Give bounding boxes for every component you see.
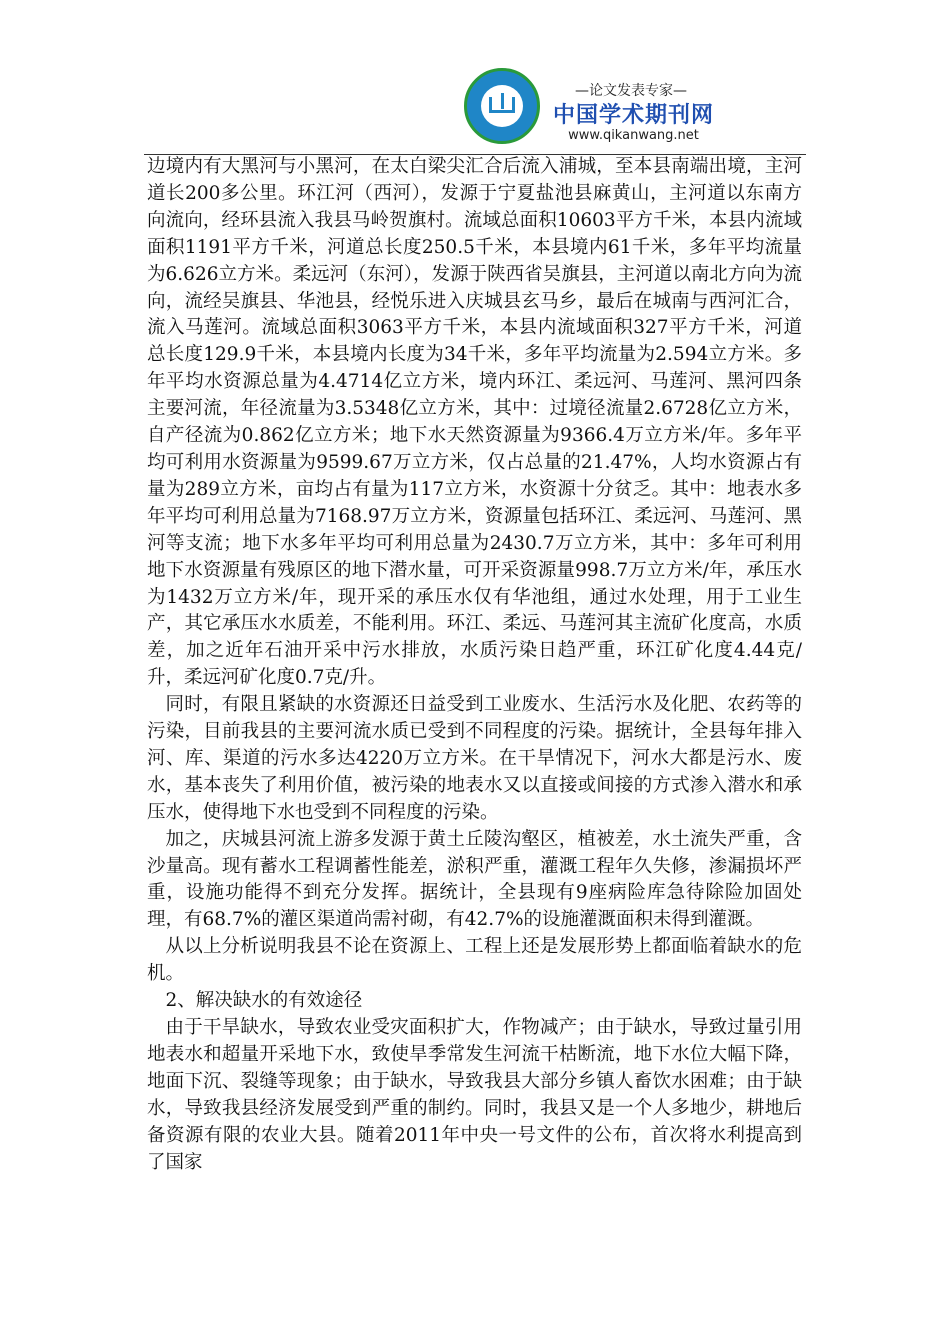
paragraph-1: 边境内有大黑河与小黑河，在太白梁尖汇合后流入浦城，至本县南端出境，主河道长200多公里。环江河（西河），发源于宁夏盐池县麻黄山，主河道以东南方向流向，经环县流入我县马岭贺旗村。流域总面积10603平方千米，本县内流域面积1191平方千米，河道总长度250.5千米，本县境内61千米，多年平均流量为6.626立方米。柔远河（东河），发源于陕西省吴旗县，主河道以南北方向为流向，流经吴旗县、华池县，经悦乐进入庆城县玄马乡，最后在城南与西河汇合，流入马莲河。流域总面积3063平方千米，本县内流域面积327平方千米，河道总长度129.9千米，本县境内长度为34千米，多年平均流量为2.594立方米。多年平均水资源总量为4.4714亿立方米，境内环江、柔远河、马莲河、黑河四条主要河流，年径流量为3.5348亿立方米，其中：过境径流量2.6728亿立方米，自产径流为0.862亿立方米；地下水天然资源量为9366.4万立方米/年。多年平均可利用水资源量为9599.67万立方米，仅占总量的21.47%，人均水资源占有量为289立方米，亩均占有量为117立方米，水资源十分贫乏。其中：地表水多年平均可利用总量为7168.97万立方米，资源量包括环江、柔远河、马莲河、黑河等支流；地下水多年平均可利用总量为2430.7万立方米，其中：多年可利用地下水资源量有残原区的地下潜水量，可开采资源量998.7万立方米/年，承压水为1432万立方米/年，现开采的承压水仅有华池组，通过水处理，用于工业生产，其它承压水水质差，不能利用。环江、柔远、马莲河其主流矿化度高，水质差，加之近年石油开采中污水排放，水质污染日趋严重，环江矿化度4.44克/升，柔远河矿化度0.7克/升。 xyxy=(147,156,802,689)
paragraph-4: 从以上分析说明我县不论在资源上、工程上还是发展形势上都面临着缺水的危机。 xyxy=(147,936,802,985)
page-header xyxy=(0,0,950,160)
book-icon xyxy=(489,97,515,113)
article-body xyxy=(147,154,802,1176)
paragraph-5: 由于干旱缺水，导致农业受灾面积扩大，作物减产；由于缺水，导致过量引用地表水和超量开采地下水，致使旱季常发生河流干枯断流，地下水位大幅下降，地面下沉、裂缝等现象；由于缺水，导致我县大部分乡镇人畜饮水困难；由于缺水，导致我县经济发展受到严重的制约。同时，我县又是一个人多地少，耕地后备资源有限的农业大县。随着2011年中央一号文件的公布，首次将水利提高到了国家 xyxy=(147,1017,802,1173)
paragraph-2: 同时，有限且紧缺的水资源还日益受到工业废水、生活污水及化肥、农药等的污染，目前我县的主要河流水质已受到不同程度的污染。据统计，全县每年排入河、库、渠道的污水多达4220万立方米。在干旱情况下，河水大都是污水、废水，基本丧失了利用价值，被污染的地表水又以直接或间接的方式渗入潜水和承压水，使得地下水也受到不同程度的污染。 xyxy=(147,694,802,823)
brand-url: www.qikanwang.net xyxy=(568,128,699,143)
brand-tagline: —论文发表专家— xyxy=(575,83,687,99)
paragraph-3: 加之，庆城县河流上游多发源于黄土丘陵沟壑区，植被差，水土流失严重，含沙量高。现有蓄水工程调蓄性能差，淤积严重，灌溉工程年久失修，渗漏损坏严重，设施功能得不到充分发挥。据统计，全县现有9座病险库急待除险加固处理，有68.7%的灌区渠道尚需衬砌，有42.7%的设施灌溉面积未得到灌溉。 xyxy=(147,828,802,931)
brand-name: 中国学术期刊网 xyxy=(552,103,714,128)
logo-icon xyxy=(464,68,540,144)
logo-inner xyxy=(481,85,523,127)
section-heading: 2、解决缺水的有效途径 xyxy=(165,990,363,1012)
